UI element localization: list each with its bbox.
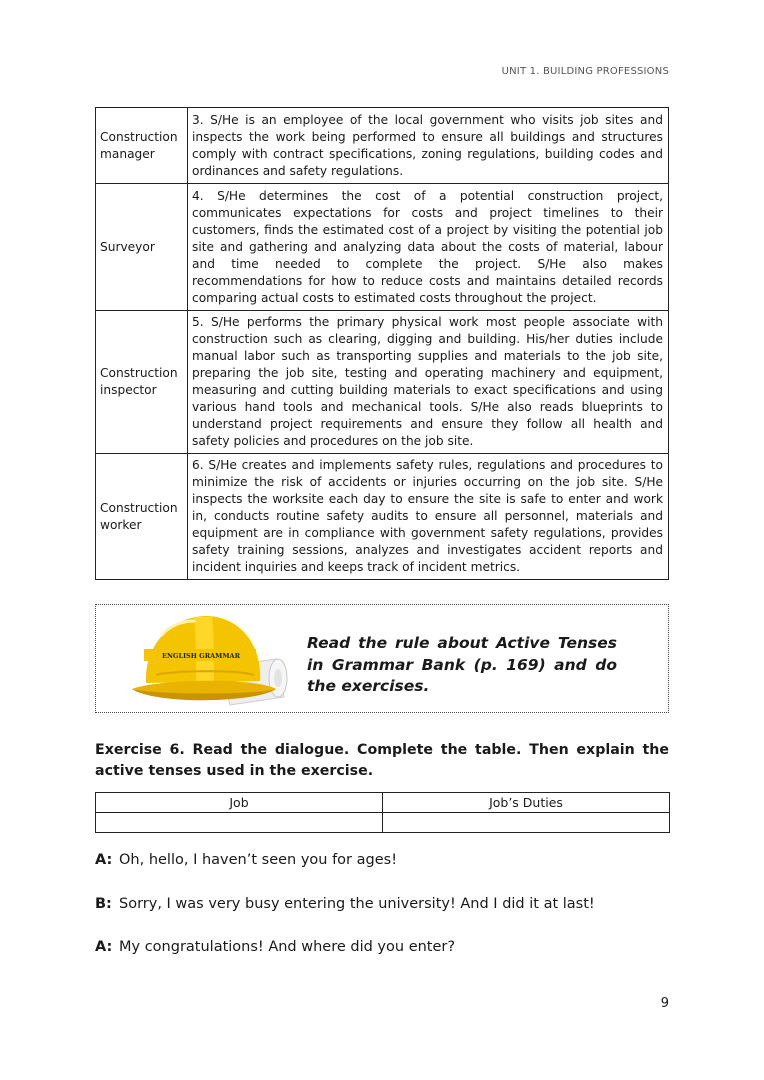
table-row (96, 311, 669, 454)
job-cell: Construction inspector (96, 311, 188, 454)
job-cell: Construction manager (96, 108, 188, 184)
job-cell: Construction worker (96, 454, 188, 580)
helmet-label: ENGLISH GRAMMAR (162, 652, 240, 660)
answer-table (95, 792, 670, 833)
exercise-title: Exercise 6. Read the dialogue. Complete the table. Then explain the active tenses used in the exercise. (95, 742, 669, 779)
table-header-row (96, 793, 670, 813)
dialogue-text: My congratulations! And where did you enter? (119, 939, 456, 955)
running-head: UNIT 1. BUILDING PROFESSIONS (501, 66, 669, 77)
table-row (96, 813, 670, 833)
hard-hat-icon (126, 605, 306, 711)
blank-cell[interactable] (383, 813, 670, 833)
speaker-label: B: (95, 896, 112, 912)
dialogue-line (95, 894, 595, 914)
dialogue-text: Oh, hello, I haven’t seen you for ages! (119, 852, 398, 868)
grammar-note-box (95, 604, 669, 713)
dialogue-line (95, 850, 397, 870)
page-number: 9 (660, 996, 669, 1011)
duty-cell: 5. S/He performs the primary physical work most people associate with construction such as clearing, digging and building. His/her duties include manual labor such as transporting supplies and materials to the job site, preparing the job site, testing and operating machinery and equipment, measuring and cutting building materials to exact specifications and using various hand tools and mechanical tools. S/He also reads blueprints to understand project requirements and ensure they follow all health and safety policies and procedures on the job site. (188, 311, 669, 454)
grammar-instruction: Read the rule about Active Tenses in Grammar Bank (p. 169) and do the exercises. (307, 634, 617, 695)
header-job: Job (96, 793, 383, 813)
header-duties: Job’s Duties (383, 793, 670, 813)
dialogue-line (95, 937, 455, 957)
blank-cell[interactable] (96, 813, 383, 833)
speaker-label: A: (95, 852, 113, 868)
table-row (96, 454, 669, 580)
speaker-label: A: (95, 939, 113, 955)
duty-cell: 6. S/He creates and implements safety rules, regulations and procedures to minimize the risk of accidents or injuries occurring on the job site. S/He inspects the worksite each day to ensure the site is safe to enter and work in, conducts routine safety audits to ensure all personnel, materials and equipment are in compliance with government safety regulations, provides safety training sessions, analyzes and investigates accident reports and incident inquiries and keeps track of incident metrics. (188, 454, 669, 580)
table-row (96, 184, 669, 311)
duty-cell: 3. S/He is an employee of the local government who visits job sites and inspects the work being performed to ensure all buildings and structures comply with contract specifications, zoning regulations, building codes and ordinances and safety regulations. (188, 108, 669, 184)
dialogue-text: Sorry, I was very busy entering the university! And I did it at last! (119, 896, 595, 912)
table-row (96, 108, 669, 184)
job-cell: Surveyor (96, 184, 188, 311)
jobs-table (95, 107, 669, 580)
duty-cell: 4. S/He determines the cost of a potential construction project, communicates expectations for costs and project timelines to their customers, finds the estimated cost of a project by visiting the potential job site and gathering and analyzing data about the costs of material, labour and time needed to complete the project. S/He also makes recommendations for how to reduce costs and maintains detailed records comparing actual costs to estimated costs throughout the project. (188, 184, 669, 311)
